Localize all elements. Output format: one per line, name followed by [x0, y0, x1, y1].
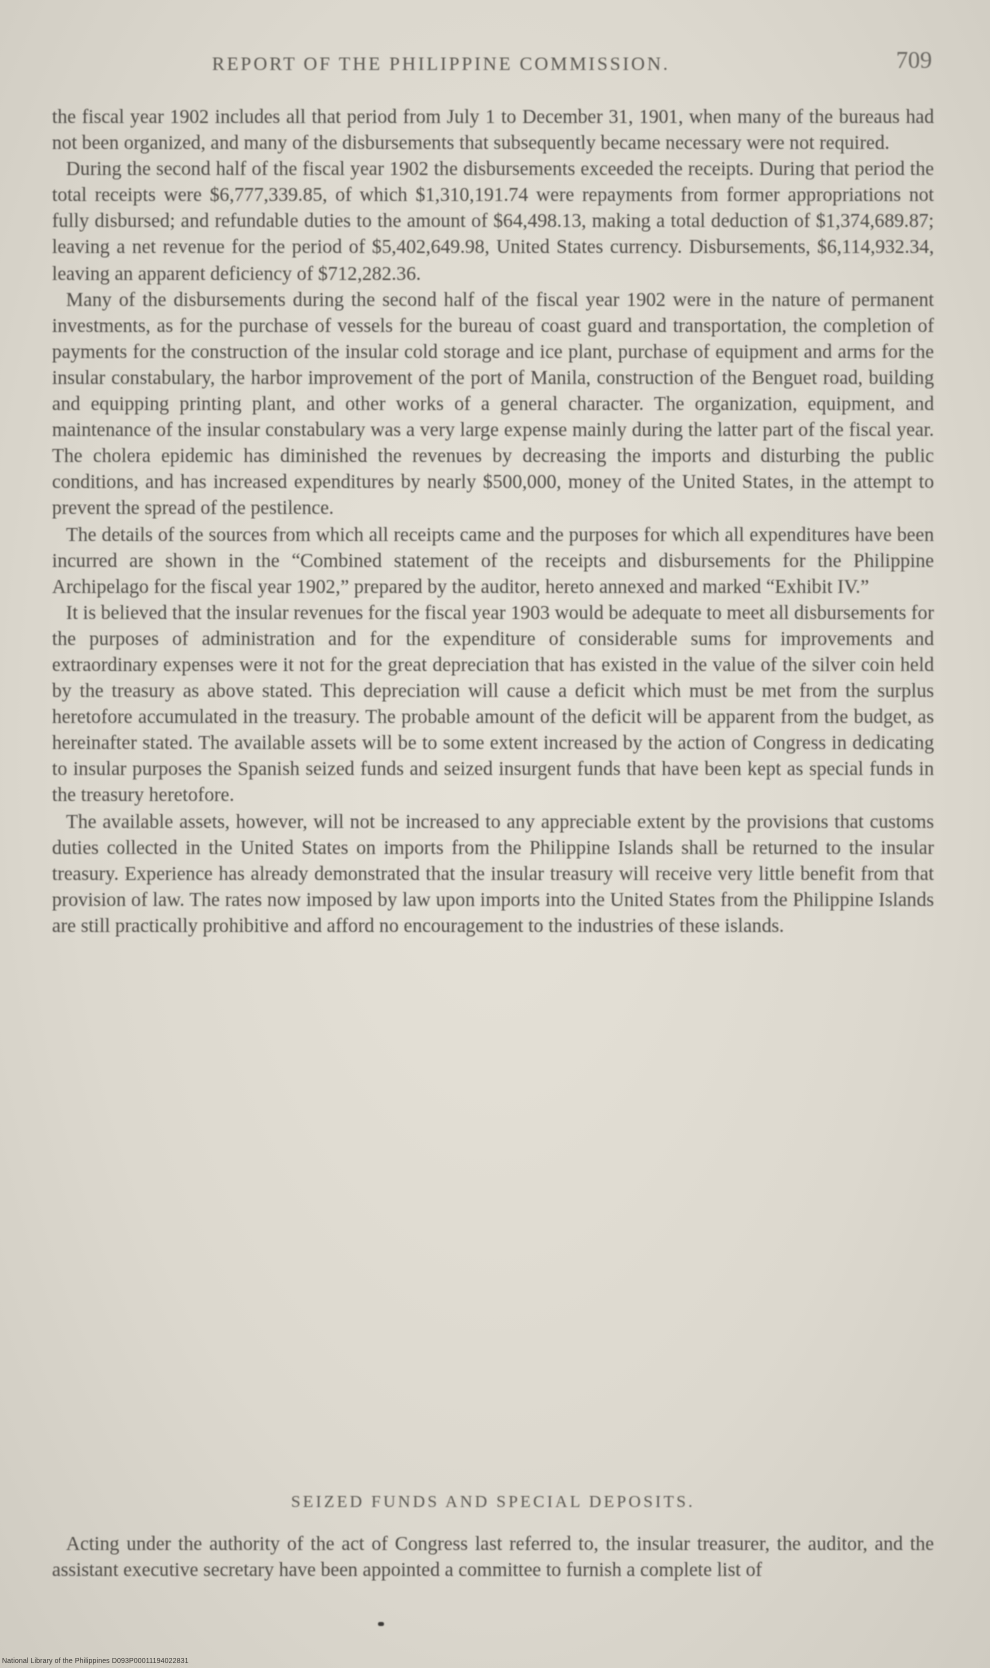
ink-mark	[378, 1622, 384, 1626]
paragraph-investments: Many of the disbursements during the second half of the fiscal year 1902 were in the nature of permanent investments, as for the purchase of vessels for the bureau of coast guard and transportation, the completion of payments for the construction of the insular cold storage and ice plant, purchase of equipment and arms for the insular constabulary, the harbor improvement of the port of Manila, construction of the Benguet road, building and equipping printing plant, and other works of a general character. The organization, equipment, and maintenance of the insular constabulary was a very large expense mainly during the latter part of the fiscal year. The cholera epidemic has diminished the revenues by decreasing the imports and disturbing the public conditions, and has increased expenditures by nearly $500,000, money of the United States, in the attempt to prevent the spread of the pestilence.	[52, 289, 934, 520]
paragraph-details: The details of the sources from which all receipts came and the purposes for which all expenditures have been incurred are shown in the “Combined statement of the receipts and disbursements for the Philippine Archipelago for the fiscal year 1902,” prepared by the auditor, hereto annexed and marked “Exhibit IV.”	[52, 524, 934, 598]
paragraph-disbursements: During the second half of the fiscal year 1902 the disbursements exceeded the receipts. During that period the total receipts were $6,777,339.85, of which $1,310,191.74 were repayments from former appropriations not fully disbursed; and refundable duties to the amount of $64,498.13, making a total deduction of $1,374,689.87; leaving a net revenue for the period of $5,402,649.98, United States currency. Disbursements, $6,114,932.34, leaving an apparent deficiency of $712,282.36.	[52, 159, 934, 285]
paragraph-available-assets: The available assets, however, will not be increased to any appreciable extent by the provisions that customs duties collected in the United States on imports from the Philippine Islands shall be returned to the insular treasury. Experience has already demonstrated that the insular treasury will receive very little benefit from that provision of law. The rates now imposed by law upon imports into the United States from the Philippine Islands are still practically prohibitive and afford no encouragement to the industries of these islands.	[52, 811, 934, 937]
paragraph-continuation: the fiscal year 1902 includes all that period from July 1 to December 31, 1901, when many of the bureaus had not been organized, and many of the disbursements that subsequently became necessary were not required.	[52, 107, 934, 155]
paragraph-acting-under-authority: Acting under the authority of the act of Congress last referred to, the insular treasurer, the auditor, and the assistant executive secretary have been appointed a committee to furnish a complete list of	[52, 1534, 934, 1582]
footer-credit: National Library of the Philippines D093P00011194022831	[2, 1658, 189, 1665]
running-head	[52, 48, 932, 88]
body-text	[52, 105, 934, 940]
section-body	[52, 1532, 934, 1584]
page-number: 709	[896, 48, 932, 74]
paragraph-revenues-1903: It is believed that the insular revenues for the fiscal year 1903 would be adequate to meet all disbursements for the purposes of administration and for the expenditure of considerable sums for improvements and extraordinary expenses were it not for the great depreciation that has existed in the value of the silver coin held by the treasury as above stated. This depreciation will cause a deficit which must be met from the surplus heretofore accumulated in the treasury. The probable amount of the deficit will be apparent from the budget, as hereinafter stated. The available assets will be to some extent increased by the action of Congress in dedicating to insular purposes the Spanish seized funds and seized insurgent funds that have been kept as special funds in the treasury heretofore.	[52, 602, 934, 807]
running-head-title: REPORT OF THE PHILIPPINE COMMISSION.	[212, 54, 670, 75]
section-heading: SEIZED FUNDS AND SPECIAL DEPOSITS.	[290, 1492, 696, 1511]
